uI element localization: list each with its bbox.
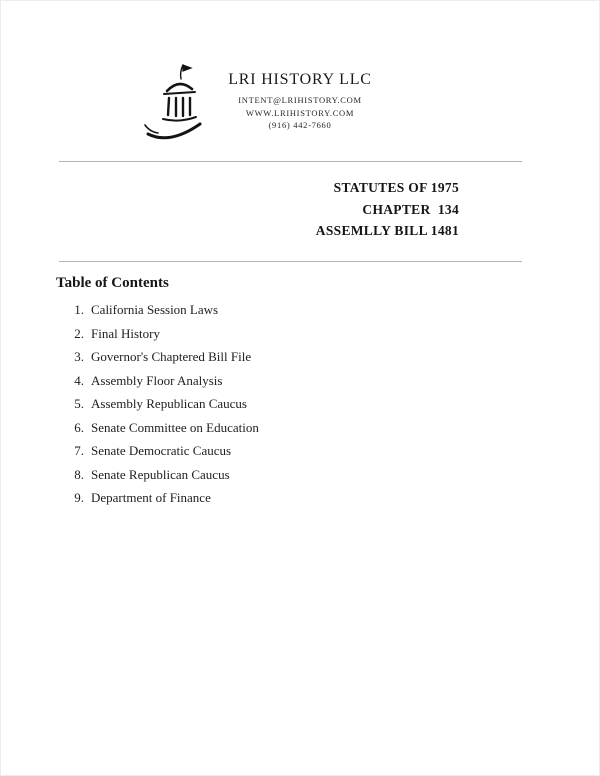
toc-title: Table of Contents <box>56 275 169 291</box>
statute-year: STATUTES OF 1975 <box>333 180 459 195</box>
toc-item-number: 2. <box>74 325 84 341</box>
toc-item-number: 1. <box>74 302 84 317</box>
toc-item <box>69 349 259 373</box>
toc-item <box>69 490 259 514</box>
company-name: LRI HISTORY LLC <box>228 71 372 88</box>
toc-item-label: Department of Finance <box>91 490 211 505</box>
statute-reference <box>316 177 459 242</box>
toc-item-label: Governor's Chaptered Bill File <box>91 349 252 364</box>
toc-item-label: Senate Democratic Caucus <box>91 443 232 458</box>
toc-item <box>69 302 259 326</box>
toc-item-label: Final History <box>91 325 160 341</box>
email-line: INTENT@LRIHISTORY.COM <box>238 95 362 105</box>
website-line: WWW.LRIHISTORY.COM <box>245 107 355 118</box>
statute-bill: ASSEMLLY BILL 1481 <box>315 223 459 238</box>
toc-item-number: 5. <box>74 396 84 411</box>
toc-item-label: Senate Republican Caucus <box>91 466 230 482</box>
phone-line: (916) 442-7660 <box>268 120 332 130</box>
divider-middle <box>59 261 522 262</box>
letterhead <box>1 71 599 132</box>
statute-chapter: CHAPTER 134 <box>362 201 459 217</box>
toc-item-label: Assembly Floor Analysis <box>91 372 223 388</box>
toc-item <box>69 420 259 444</box>
contact-block <box>1 94 599 132</box>
toc-list <box>69 302 259 514</box>
toc-item-label: Senate Committee on Education <box>91 419 259 435</box>
toc-item <box>69 467 259 491</box>
toc-item-number: 4. <box>74 372 84 388</box>
toc-item-number: 7. <box>74 443 84 458</box>
toc-item-number: 8. <box>74 466 84 482</box>
toc-item-label: Assembly Republican Caucus <box>91 396 247 411</box>
toc-item-number: 3. <box>74 349 84 364</box>
toc-item-label: California Session Laws <box>91 302 219 317</box>
toc-item-number: 9. <box>74 490 84 505</box>
toc-item <box>69 373 259 397</box>
toc-item <box>69 326 259 350</box>
toc-item <box>69 396 259 420</box>
toc-item <box>69 443 259 467</box>
divider-top <box>59 161 522 162</box>
toc-item-number: 6. <box>74 419 84 435</box>
